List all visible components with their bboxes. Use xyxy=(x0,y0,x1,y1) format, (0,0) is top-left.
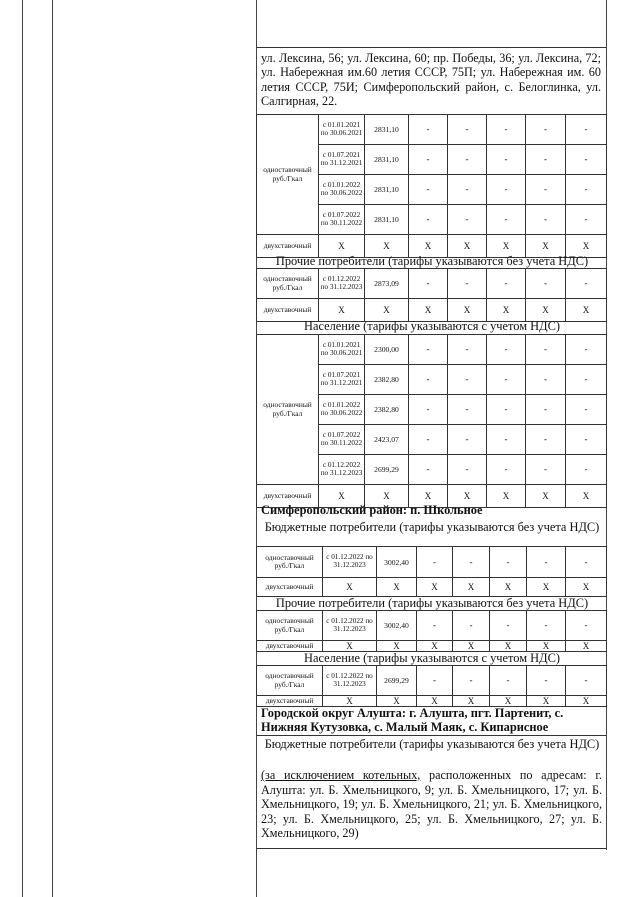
table-row-double-rate xyxy=(257,578,607,597)
x-cell: X xyxy=(448,485,487,508)
x-cell: X xyxy=(377,696,417,707)
exclusion-note-text: расположенных по адресам: г. Алушта: ул. Б. Хмельницкого, 9; ул. Б. Хмельницкого, 17; ул. Б. Хмельницкого, 19; ул. Б. Хмельницкого, 21; ул. Б. Хмельницкого, 23; ул. Б. Хмельницкого, 25; ул. Б. Хмельницкого, 27; ул. Б. Хмельницкого, 29) xyxy=(261,768,602,841)
empty-dash-cell: - xyxy=(566,365,607,395)
population-header: Население (тарифы указываются с учетом НДС) xyxy=(304,319,560,333)
empty-dash-cell: - xyxy=(566,547,607,578)
x-cell: X xyxy=(566,578,607,597)
budget-header-alushta: Бюджетные потребители (тарифы указываются без учета НДС) xyxy=(264,737,600,751)
period-cell: с 01.12.2022 по 31.12.2023 xyxy=(323,611,377,641)
x-cell: X xyxy=(453,641,490,652)
empty-dash-cell: - xyxy=(409,175,448,205)
empty-dash-cell: - xyxy=(487,425,526,455)
x-cell: X xyxy=(566,299,607,322)
period-cell: с 01.12.2022 по 31.12.2023 xyxy=(323,666,377,696)
tariff-table-shkolnoe-other xyxy=(256,610,607,652)
price-cell: 2831,10 xyxy=(365,115,409,145)
price-cell: 2873,09 xyxy=(365,269,409,299)
empty-dash-cell: - xyxy=(409,365,448,395)
x-cell: X xyxy=(323,578,377,597)
x-cell: X xyxy=(526,485,566,508)
empty-dash-cell: - xyxy=(566,666,607,696)
x-cell: X xyxy=(490,578,527,597)
empty-dash-cell: - xyxy=(566,455,607,485)
empty-dash-cell: - xyxy=(448,455,487,485)
x-cell: X xyxy=(409,299,448,322)
rate-type-double: двухставочный xyxy=(257,641,323,652)
empty-dash-cell: - xyxy=(526,269,566,299)
empty-dash-cell: - xyxy=(448,175,487,205)
address-paragraph: ул. Лексина, 56; ул. Лексина, 60; пр. Победы, 36; ул. Лексина, 72; ул. Набережная им.60 летия СССР, 75П; ул. Набережная им. 60 летия СССР, 75И; Симферопольский район, с. Белоглинка, ул. Салгирная, 22. xyxy=(261,51,601,108)
empty-dash-cell: - xyxy=(526,145,566,175)
period-cell: с 01.12.2022 по 31.12.2023 xyxy=(319,269,365,299)
empty-dash-cell: - xyxy=(409,269,448,299)
price-cell: 2382,80 xyxy=(365,365,409,395)
x-cell: X xyxy=(490,641,527,652)
rate-type-double: двухставочный xyxy=(257,485,319,508)
empty-dash-cell: - xyxy=(527,666,566,696)
tariff-table-block2 xyxy=(256,268,607,322)
empty-dash-cell: - xyxy=(448,145,487,175)
empty-dash-cell: - xyxy=(526,335,566,365)
period-cell: с 01.01.2022 по 30.06.2022 xyxy=(319,175,365,205)
x-cell: X xyxy=(527,578,566,597)
price-cell: 2300,00 xyxy=(365,335,409,365)
x-cell: X xyxy=(453,696,490,707)
empty-dash-cell: - xyxy=(526,205,566,235)
empty-dash-cell: - xyxy=(566,425,607,455)
empty-dash-cell: - xyxy=(487,205,526,235)
period-cell: с 01.01.2021 по 30.06.2021 xyxy=(319,335,365,365)
empty-dash-cell: - xyxy=(453,547,490,578)
x-cell: X xyxy=(365,235,409,258)
x-cell: X xyxy=(566,641,607,652)
price-cell: 2423,07 xyxy=(365,425,409,455)
rate-type-single: одноставочный руб./Гкал xyxy=(257,115,319,235)
price-cell: 2699,29 xyxy=(365,455,409,485)
tariff-table-shkolnoe-population xyxy=(256,665,607,707)
alushta-exclusion-note xyxy=(261,768,602,840)
empty-dash-cell: - xyxy=(409,425,448,455)
x-cell: X xyxy=(566,485,607,508)
section-title-alushta: Городской округ Алушта: г. Алушта, пгт. Партенит, с. Нижняя Кутузовка, с. Малый Маяк, с. Кипарисное xyxy=(261,706,564,734)
x-cell: X xyxy=(365,299,409,322)
price-cell: 2382,80 xyxy=(365,395,409,425)
x-cell: X xyxy=(487,235,526,258)
x-cell: X xyxy=(409,485,448,508)
x-cell: X xyxy=(448,235,487,258)
empty-dash-cell: - xyxy=(490,547,527,578)
period-cell: с 01.07.2021 по 31.12.2021 xyxy=(319,365,365,395)
exclusion-note-underlined: (за исключением котельных, xyxy=(261,768,421,782)
empty-dash-cell: - xyxy=(453,611,490,641)
empty-dash-cell: - xyxy=(526,455,566,485)
price-cell: 3002,40 xyxy=(377,611,417,641)
rule-after-alushta-title xyxy=(256,735,606,736)
period-cell: с 01.12.2022 по 31.12.2023 xyxy=(323,547,377,578)
x-cell: X xyxy=(487,299,526,322)
rate-type-single: одноставочный руб./Гкал xyxy=(257,547,323,578)
empty-dash-cell: - xyxy=(448,269,487,299)
empty-dash-cell: - xyxy=(487,269,526,299)
empty-dash-cell: - xyxy=(487,335,526,365)
empty-dash-cell: - xyxy=(487,115,526,145)
x-cell: X xyxy=(527,696,566,707)
empty-dash-cell: - xyxy=(409,205,448,235)
bottom-rule xyxy=(256,848,606,849)
empty-dash-cell: - xyxy=(487,395,526,425)
empty-dash-cell: - xyxy=(487,455,526,485)
tariff-table-block1 xyxy=(256,114,607,258)
empty-dash-cell: - xyxy=(409,115,448,145)
rate-type-single: одноставочный руб./Гкал xyxy=(257,269,319,299)
tariff-table-block3 xyxy=(256,334,607,508)
x-cell: X xyxy=(319,299,365,322)
price-cell: 2831,10 xyxy=(365,205,409,235)
section-title-shkolnoe: Симферопольский район: п. Школьное xyxy=(261,503,483,517)
empty-dash-cell: - xyxy=(448,205,487,235)
x-cell: X xyxy=(417,696,453,707)
margin-line-left xyxy=(22,0,23,897)
x-cell: X xyxy=(526,235,566,258)
empty-dash-cell: - xyxy=(526,425,566,455)
x-cell: X xyxy=(487,485,526,508)
empty-dash-cell: - xyxy=(527,611,566,641)
x-cell: X xyxy=(448,299,487,322)
x-cell: X xyxy=(417,578,453,597)
population-header-shkolnoe: Население (тарифы указываются с учетом НДС) xyxy=(304,651,560,665)
table-row-double-rate xyxy=(257,641,607,652)
empty-dash-cell: - xyxy=(566,205,607,235)
price-cell: 2831,10 xyxy=(365,175,409,205)
x-cell: X xyxy=(417,641,453,652)
budget-header-shkolnoe: Бюджетные потребители (тарифы указываются без учета НДС) xyxy=(264,520,600,534)
x-cell: X xyxy=(323,696,377,707)
x-cell: X xyxy=(377,578,417,597)
x-cell: X xyxy=(526,299,566,322)
price-cell: 2699,29 xyxy=(377,666,417,696)
empty-dash-cell: - xyxy=(526,395,566,425)
empty-dash-cell: - xyxy=(566,145,607,175)
table-row xyxy=(257,547,607,578)
other-consumers-header: Прочие потребители (тарифы указываются без учета НДС) xyxy=(275,254,589,268)
price-cell: 2831,10 xyxy=(365,145,409,175)
x-cell: X xyxy=(409,235,448,258)
empty-dash-cell: - xyxy=(448,395,487,425)
period-cell: с 01.07.2022 по 30.11.2022 xyxy=(319,205,365,235)
empty-dash-cell: - xyxy=(527,547,566,578)
period-cell: с 01.01.2022 по 30.06.2022 xyxy=(319,395,365,425)
empty-dash-cell: - xyxy=(417,611,453,641)
empty-dash-cell: - xyxy=(409,335,448,365)
x-cell: X xyxy=(319,235,365,258)
empty-dash-cell: - xyxy=(566,115,607,145)
empty-dash-cell: - xyxy=(448,425,487,455)
table-row xyxy=(257,666,607,696)
rate-type-double: двухставочный xyxy=(257,578,323,597)
price-cell: 3002,40 xyxy=(377,547,417,578)
x-cell: X xyxy=(566,696,607,707)
empty-dash-cell: - xyxy=(566,175,607,205)
empty-dash-cell: - xyxy=(566,269,607,299)
x-cell: X xyxy=(319,485,365,508)
x-cell: X xyxy=(490,696,527,707)
top-rule xyxy=(256,47,606,48)
rate-type-single: одноставочный руб./Гкал xyxy=(257,666,323,696)
empty-dash-cell: - xyxy=(448,365,487,395)
empty-dash-cell: - xyxy=(417,666,453,696)
x-cell: X xyxy=(453,578,490,597)
empty-dash-cell: - xyxy=(526,175,566,205)
period-cell: с 01.07.2021 по 31.12.2021 xyxy=(319,145,365,175)
empty-dash-cell: - xyxy=(526,115,566,145)
empty-dash-cell: - xyxy=(526,365,566,395)
x-cell: X xyxy=(527,641,566,652)
empty-dash-cell: - xyxy=(566,611,607,641)
empty-dash-cell: - xyxy=(566,395,607,425)
margin-line-middle xyxy=(52,0,53,897)
other-header-shkolnoe: Прочие потребители (тарифы указываются без учета НДС) xyxy=(275,596,589,610)
rate-type-double: двухставочный xyxy=(257,299,319,322)
x-cell: X xyxy=(323,641,377,652)
empty-dash-cell: - xyxy=(490,611,527,641)
empty-dash-cell: - xyxy=(409,455,448,485)
table-row xyxy=(257,115,607,145)
tariff-table-shkolnoe-budget xyxy=(256,546,607,597)
x-cell: X xyxy=(377,641,417,652)
table-row-double-rate xyxy=(257,696,607,707)
empty-dash-cell: - xyxy=(487,145,526,175)
empty-dash-cell: - xyxy=(453,666,490,696)
empty-dash-cell: - xyxy=(566,335,607,365)
empty-dash-cell: - xyxy=(448,335,487,365)
x-cell: X xyxy=(365,485,409,508)
table-row xyxy=(257,335,607,365)
empty-dash-cell: - xyxy=(487,365,526,395)
empty-dash-cell: - xyxy=(417,547,453,578)
x-cell: X xyxy=(566,235,607,258)
rate-type-double: двухставочный xyxy=(257,696,323,707)
rate-type-single: одноставочный руб./Гкал xyxy=(257,335,319,485)
rate-type-double: двухставочный xyxy=(257,235,319,258)
period-cell: с 01.12.2022 по 31.12.2023 xyxy=(319,455,365,485)
period-cell: с 01.01.2021 по 30.06.2021 xyxy=(319,115,365,145)
empty-dash-cell: - xyxy=(490,666,527,696)
table-row xyxy=(257,269,607,299)
empty-dash-cell: - xyxy=(409,145,448,175)
empty-dash-cell: - xyxy=(487,175,526,205)
empty-dash-cell: - xyxy=(409,395,448,425)
table-row xyxy=(257,611,607,641)
empty-dash-cell: - xyxy=(448,115,487,145)
period-cell: с 01.07.2022 по 30.11.2022 xyxy=(319,425,365,455)
rate-type-single: одноставочный руб./Гкал xyxy=(257,611,323,641)
